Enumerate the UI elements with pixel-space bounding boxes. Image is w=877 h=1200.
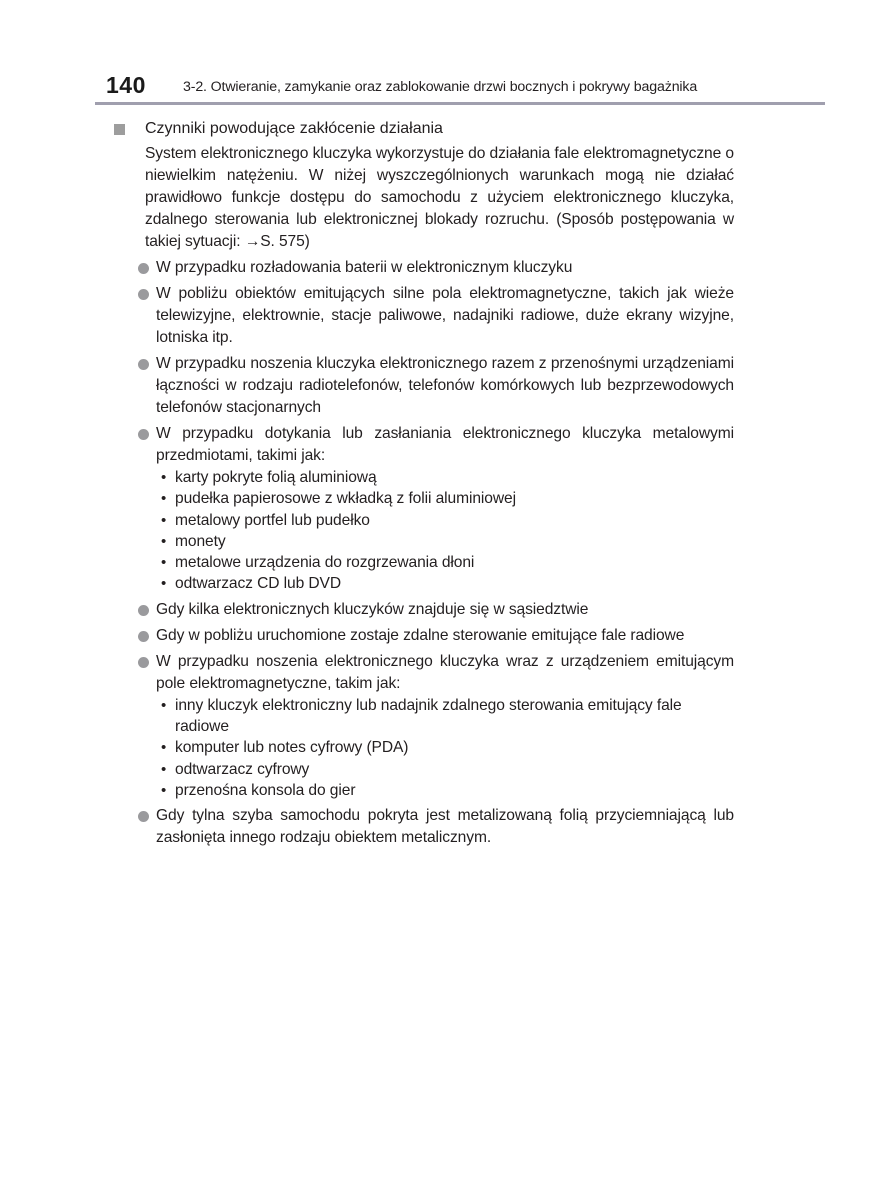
small-bullet-icon: • <box>161 781 167 799</box>
dot-bullet-icon <box>138 429 149 440</box>
condition-item <box>112 651 734 801</box>
condition-item <box>112 423 734 595</box>
small-bullet-icon: • <box>161 696 167 714</box>
condition-item <box>112 599 734 621</box>
page-number: 140 <box>106 72 146 98</box>
header-rule <box>95 102 825 105</box>
small-bullet-icon: • <box>161 469 167 486</box>
dot-bullet-icon <box>138 289 149 300</box>
emitting-devices-list <box>156 695 734 801</box>
condition-item <box>112 353 734 419</box>
dot-bullet-icon <box>138 605 149 616</box>
condition-text: W przypadku dotykania lub zasłaniania elektronicznego kluczyka metalowymi przedmiotami, takimi jak: <box>156 425 734 464</box>
intro-paragraph: System elektronicznego kluczyka wykorzystuje do działania fale elektromagnetyczne o niewielkim natężeniu. W niżej wyszczególnionych warunkach mogą nie działać prawidłowo funkcje dostępu do samochodu z użyciem elektronicznego kluczyka, zdalnego sterowania lub elektronicznej blokady rozruchu. (Sposób postępowania w takiej sytuacji: →S. 575) <box>145 145 734 250</box>
condition-item <box>112 283 734 349</box>
dot-bullet-icon <box>138 263 149 274</box>
sub-list-item: • metalowy portfel lub pudełko <box>158 510 734 531</box>
dot-bullet-icon <box>138 631 149 642</box>
condition-item <box>112 805 734 849</box>
sub-list-item: • inny kluczyk elektroniczny lub nadajnik zdalnego sterowania emitujący fale radiowe <box>161 696 682 736</box>
dot-bullet-icon <box>138 811 149 822</box>
small-bullet-icon: • <box>161 490 167 508</box>
condition-text: Gdy tylna szyba samochodu pokryta jest metalizowaną folią przyciemniającą lub zasłonięta innego rodzaju obiektem metalicznym. <box>156 807 734 847</box>
condition-text: W przypadku noszenia elektronicznego kluczyka wraz z urządzeniem emitującym pole elektromagnetyczne, takim jak: <box>156 652 734 692</box>
condition-text: Gdy w pobliżu uruchomione zostaje zdalne sterowanie emitujące fale radiowe <box>156 626 685 644</box>
small-bullet-icon: • <box>161 532 167 550</box>
section-title: Czynniki powodujące zakłócenie działania <box>145 120 443 137</box>
page-content <box>112 118 734 853</box>
sub-list-item: • metalowe urządzenia do rozgrzewania dłoni <box>158 552 734 573</box>
small-bullet-icon: • <box>161 575 167 593</box>
sub-list-item: • przenośna konsola do gier <box>158 780 734 801</box>
condition-text: W pobliżu obiektów emitujących silne pola elektromagnetyczne, takich jak wieże telewizyjne, elektrownie, stacje paliwowe, nadajniki radiowe, duże ekrany wizyjne, lotniska itp. <box>156 285 734 346</box>
condition-text: W przypadku noszenia kluczyka elektronicznego razem z przenośnymi urządzeniami łączności w rodzaju radiotelefonów, telefonów komórkowych lub bezprzewodowych telefonów stacjonarnych <box>156 355 734 416</box>
sub-list-item: • odtwarzacz CD lub DVD <box>158 573 734 594</box>
small-bullet-icon: • <box>161 511 167 529</box>
square-bullet-icon <box>114 124 125 135</box>
condition-item <box>112 625 734 647</box>
dot-bullet-icon <box>138 657 149 668</box>
conditions-list <box>112 257 734 849</box>
page-header <box>95 70 825 104</box>
small-bullet-icon: • <box>161 739 167 757</box>
small-bullet-icon: • <box>161 760 167 778</box>
condition-text: W przypadku rozładowania baterii w elektronicznym kluczyku <box>156 259 573 276</box>
chapter-title: 3-2. Otwieranie, zamykanie oraz zablokowanie drzwi bocznych i pokrywy bagażnika <box>183 79 698 95</box>
small-bullet-icon: • <box>161 554 167 572</box>
sub-list-item: • monety <box>158 531 734 552</box>
sub-list-item: • komputer lub notes cyfrowy (PDA) <box>158 737 734 758</box>
metal-objects-list <box>156 467 734 595</box>
condition-item <box>112 257 734 279</box>
sub-list-item: • karty pokryte folią aluminiową <box>158 467 734 488</box>
section-heading <box>112 118 734 140</box>
sub-list-item: • pudełka papierosowe z wkładką z folii aluminiowej <box>158 488 734 509</box>
sub-list-item: • odtwarzacz cyfrowy <box>158 759 734 780</box>
dot-bullet-icon <box>138 359 149 370</box>
condition-text: Gdy kilka elektronicznych kluczyków znajduje się w sąsiedztwie <box>156 600 589 618</box>
